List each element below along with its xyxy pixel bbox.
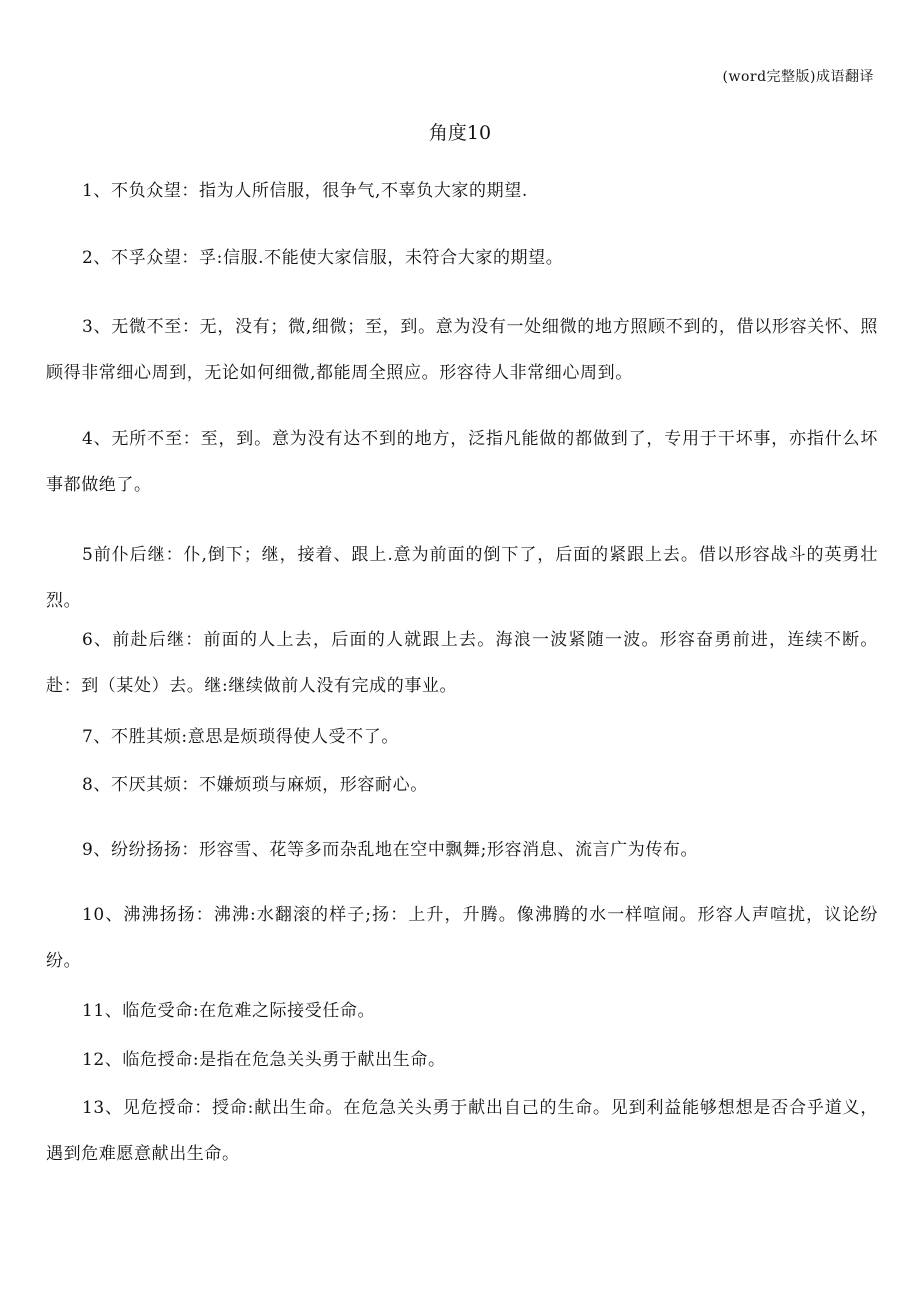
idiom-entry-6: 6、前赴后继：前面的人上去，后面的人就跟上去。海浪一波紧随一波。形容奋勇前进，连续不断。赴：到（某处）去。继:继续做前人没有完成的事业。 [46,630,878,696]
idiom-entry-2: 2、不孚众望：孚:信服.不能使大家信服，未符合大家的期望。 [82,248,564,268]
idiom-entry-5: 5前仆后继：仆,倒下；继，接着、跟上.意为前面的倒下了，后面的紧跟上去。借以形容战斗的英勇壮烈。 [46,545,878,611]
page-title: 角度10 [428,122,492,144]
idiom-entry-4: 4、无所不至：至，到。意为没有达不到的地方，泛指凡能做的都做到了，专用于干坏事，亦指什么坏事都做绝了。 [46,429,878,495]
idiom-entry-7: 7、不胜其烦:意思是烦琐得使人受不了。 [82,727,399,747]
idiom-entry-1: 1、不负众望：指为人所信服，很争气,不辜负大家的期望. [82,181,528,201]
idiom-entry-13: 13、见危授命：授命:献出生命。在危急关头勇于献出自己的生命。见到利益能够想想是否合乎道义，遇到危难愿意献出生命。 [46,1098,878,1164]
idiom-entry-8: 8、不厌其烦：不嫌烦琐与麻烦，形容耐心。 [82,775,428,795]
idiom-entry-10: 10、沸沸扬扬：沸沸:水翻滚的样子;扬：上升，升腾。像沸腾的水一样喧闹。形容人声喧扰，议论纷纷。 [46,905,878,971]
idiom-entry-9: 9、纷纷扬扬：形容雪、花等多而杂乱地在空中飘舞;形容消息、流言广为传布。 [82,840,699,860]
idiom-entry-12: 12、临危授命:是指在危急关头勇于献出生命。 [82,1050,446,1070]
idiom-entry-3: 3、无微不至：无，没有；微,细微；至，到。意为没有一处细微的地方照顾不到的，借以形容关怀、照顾得非常细心周到，无论如何细微,都能周全照应。形容待人非常细心周到。 [46,317,878,383]
idiom-entry-11: 11、临危受命:在危难之际接受任命。 [82,1001,376,1021]
running-header: (word完整版)成语翻译 [722,69,874,85]
